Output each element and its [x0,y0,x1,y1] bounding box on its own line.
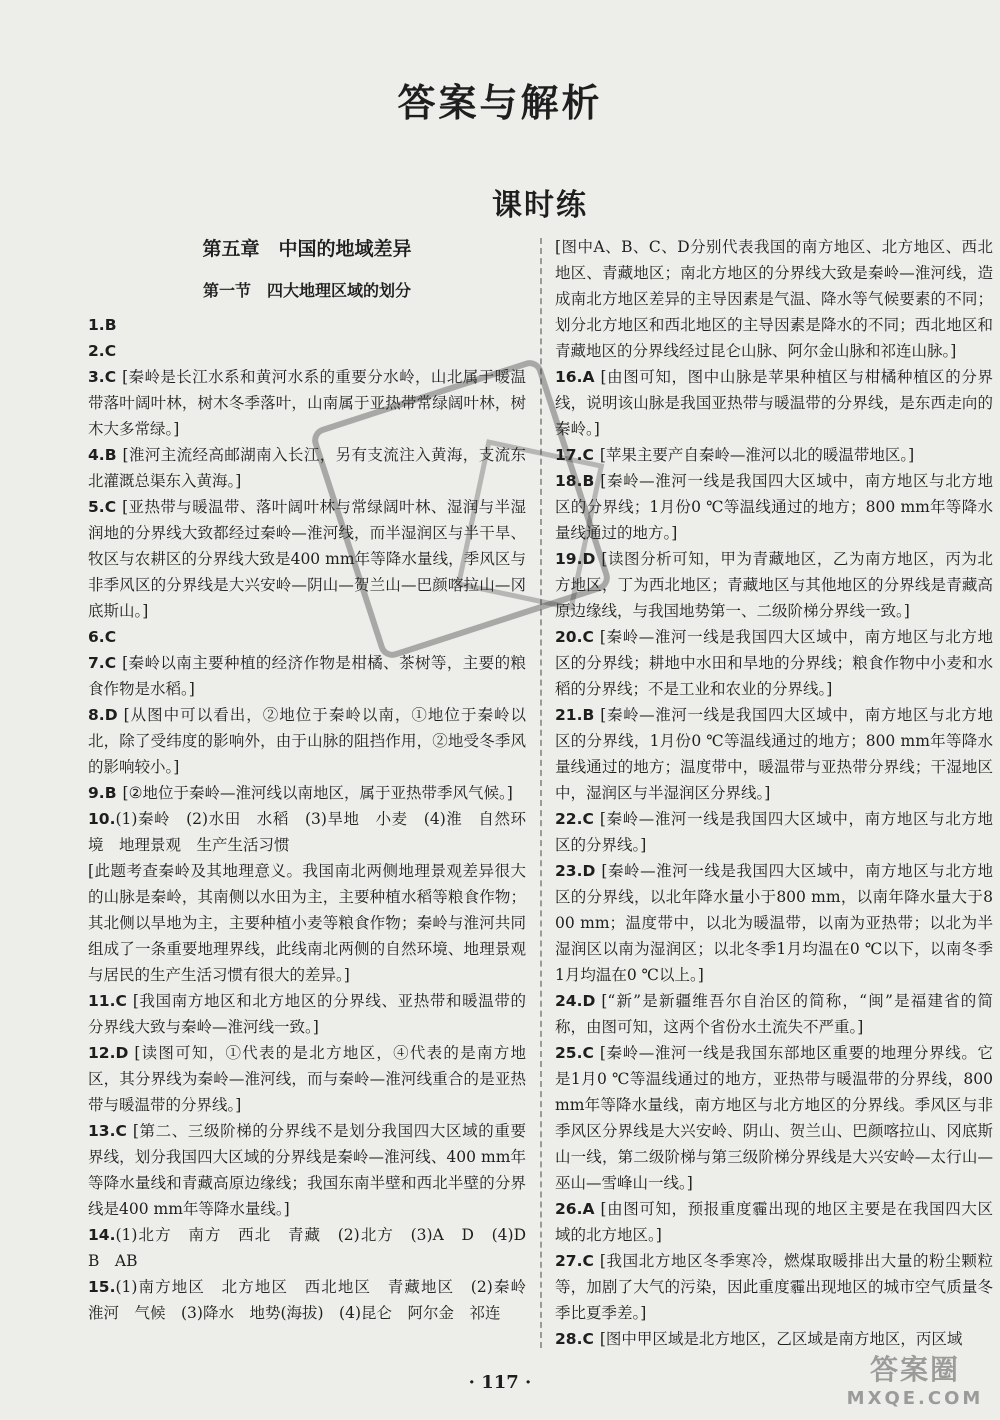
answer-item [88,1274,542,1326]
answer-number: 3. [88,368,105,386]
answer-explanation: [此题考查秦岭及其地理意义。我国南北两侧地理景观差异很大的山脉是秦岭，其南侧以水田为主，主要种植水稻等粮食作物；其北侧以旱地为主，主要种植小麦等粮食作物；秦岭与淮河共同组成了一条重要地理界线，此线南北两侧的自然环境、地理景观与居民的生产生活习惯有很大的差异。] [88,862,526,984]
answer-choice: C [115,1122,127,1140]
answer-choice: C [582,810,594,828]
answer-choice: C [104,368,117,386]
answer-choice: D [115,1044,129,1062]
answer-explanation: (1)秦岭 (2)水田 水稻 (3)旱地 小麦 (4)淮 自然环境 地理景观 生产生活习惯 [88,810,526,854]
answer-explanation: [第二、三级阶梯的分界线不是划分我国四大区域的重要界线，划分我国四大区域的分界线是秦岭—淮河线、400 mm年等降水量线和青藏高原边缘线；我国东南半壁和西北半壁的分界线是400 mm年等降水量线。] [88,1122,526,1218]
answer-number: 9. [88,784,105,802]
answer-item [88,312,526,338]
answer-choice: C [582,1252,594,1270]
answer-number: 13. [88,1122,116,1140]
answer-number: 4. [88,446,105,464]
answer-choice: D [104,706,118,724]
answer-explanation: (1)北方 南方 西北 青藏 (2)北方 (3)A D (4)D B AB [88,1226,542,1270]
answer-item [88,1040,526,1118]
answer-explanation: [由图可知，预报重度霾出现的地区主要是在我国四大区域的北方地区。] [555,1200,993,1244]
answer-number: 16. [555,368,583,386]
answer-number: 27. [555,1252,583,1270]
answer-number: 14. [88,1226,116,1244]
answer-explanation: [我国北方地区冬季寒冷，燃煤取暖排出大量的粉尘颗粒等，加剧了大气的污染，因此重度霾出现地区的城市空气质量冬季比夏季差。] [555,1252,993,1322]
answer-explanation: [秦岭—淮河一线是我国四大区域中，南方地区与北方地区的分界线，1月份0 ℃等温线通过的地方；800 mm年等降水量线通过的地方；温度带中，暖温带与亚热带分界线；干湿地区中，湿润区与半湿润区分界线。] [555,706,993,802]
answer-explanation: [淮河主流经高邮湖南入长江，另有支流注入黄海，支流东北灌溉总渠东入黄海。] [88,446,526,490]
answer-choice: C [582,1044,594,1062]
answer-number: 8. [88,706,105,724]
answer-number: 6. [88,628,105,646]
answer-number: 23. [555,862,583,880]
site-watermark [840,1348,990,1412]
answer-explanation: [图中甲区域是北方地区，乙区域是南方地区，丙区域 [599,1330,963,1348]
answer-item [88,650,526,702]
answer-item [555,442,993,468]
answer-number: 21. [555,706,583,724]
answer-choice: C [582,446,594,464]
answer-number: 26. [555,1200,583,1218]
answer-number: 20. [555,628,583,646]
answer-choice: D [582,550,596,568]
answer-choice: B [104,316,117,334]
right-column [555,234,993,1352]
answer-choice: C [582,628,594,646]
answer-choice: B [104,446,117,464]
watermark-url: MXQE.COM [846,1388,984,1409]
answer-number: 19. [555,550,583,568]
answer-explanation: [由图可知，图中山脉是苹果种植区与柑橘种植区的分界线，说明该山脉是我国亚热带与暖温带的分界线，是东西走向的秦岭。] [555,368,993,438]
answer-explanation: [秦岭—淮河一线是我国东部地区重要的地理分界线。它是1月0 ℃等温线通过的地方，亚热带与暖温带的分界线，800 mm年等降水量线，南方地区与北方地区的分界线。季风区与非季风区分界线是大兴安岭、阴山、贺兰山、巴颜喀拉山、冈底斯山一线，第二级阶梯与第三级阶梯分界线是大兴安岭—太行山—巫山—雪峰山一线。] [555,1044,993,1192]
answer-explanation: [苹果主要产自秦岭—淮河以北的暖温带地区。] [599,446,915,464]
answer-explanation: [图中A、B、C、D分别代表我国的南方地区、北方地区、西北地区、青藏地区；南北方地区的分界线大致是秦岭—淮河线，造成南北方地区差异的主导因素是气温、降水等气候要素的不同；划分北方地区和西北地区的主导因素是降水的不同；西北地区和青藏地区的分界线经过昆仑山脉、阿尔金山脉和祁连山脉。] [555,238,993,360]
answer-number: 11. [88,992,116,1010]
answer-item [88,988,526,1040]
answer-number: 15. [88,1278,116,1296]
answer-number: 1. [88,316,105,334]
answer-item [555,1196,993,1248]
answer-choice: B [104,784,117,802]
page-number: · 117 · [468,1372,532,1393]
watermark-logo-text: 答案圈 [869,1353,960,1386]
answer-number: 17. [555,446,583,464]
answer-item [555,988,993,1040]
answer-explanation: [秦岭—淮河一线是我国四大区域中，南方地区与北方地区的分界线；耕地中水田和旱地的分界线；粮食作物中小麦和水稻的分界线；不是工业和农业的分界线。] [555,628,993,698]
answer-item [88,858,526,988]
answer-explanation: [秦岭—淮河一线是我国四大区域中，南方地区与北方地区的分界线，以北年降水量小于800 mm，以南年降水量大于800 mm；温度带中，以北为暖温带，以南为亚热带；以北为半湿润区以南为湿润区；以北冬季1月均温在0 ℃以下，以南冬季1月均温在0 ℃以上。] [555,862,993,984]
answer-choice: D [582,862,596,880]
answer-item [555,806,993,858]
answer-item [555,546,993,624]
answer-number: 25. [555,1044,583,1062]
answer-explanation: [“新”是新疆维吾尔自治区的简称，“闽”是福建省的简称，由图可知，这两个省份水土流失不严重。] [555,992,993,1036]
answer-choice: C [104,342,117,360]
answer-item [555,858,993,988]
answer-item [88,702,526,780]
answer-item [88,806,526,858]
lesson-heading: 第一节 四大地理区域的划分 [202,281,411,300]
answer-choice: C [104,498,117,516]
answer-item [88,780,526,806]
answer-number: 2. [88,342,105,360]
chapter-heading: 第五章 中国的地域差异 [202,238,412,260]
answer-number: 12. [88,1044,116,1062]
answer-item [555,1248,993,1326]
answer-item [555,1040,993,1196]
answer-explanation: [秦岭以南主要种植的经济作物是柑橘、茶树等，主要的粮食作物是水稻。] [88,654,526,698]
answer-choice: A [582,368,595,386]
answer-choice: C [104,628,117,646]
answer-choice: D [582,992,596,1010]
answer-item [555,468,993,546]
answer-explanation: [我国南方地区和北方地区的分界线、亚热带和暖温带的分界线大致与秦岭—淮河线一致。] [88,992,526,1036]
answer-item [555,702,993,806]
answer-explanation: [秦岭是长江水系和黄河水系的重要分水岭，山北属于暖温带落叶阔叶林，树木冬季落叶，山南属于亚热带常绿阔叶林，树木大多常绿。] [88,368,526,438]
answer-item [555,234,993,364]
answer-number: 28. [555,1330,583,1348]
answer-explanation: [秦岭—淮河一线是我国四大区域中，南方地区与北方地区的分界线；1月份0 ℃等温线通过的地方；800 mm年等降水量线通过的地方。] [555,472,993,542]
page-title: 答案与解析 [397,81,603,125]
answer-explanation: [从图中可以看出，②地位于秦岭以南，①地位于秦岭以北，除了受纬度的影响外，由于山脉的阻挡作用，②地受冬季风的影响较小。] [88,706,526,776]
answer-item [555,364,993,442]
answer-explanation: (1)南方地区 北方地区 西北地区 青藏地区 (2)秦岭 淮河 气候 (3)降水 地势(海拔) (4)昆仑 阿尔金 祁连 [88,1278,542,1322]
right-answer-list [555,234,993,1352]
answer-number: 5. [88,498,105,516]
answer-number: 18. [555,472,583,490]
answer-choice: C [582,1330,594,1348]
answer-explanation: [读图可知，①代表的是北方地区，④代表的是南方地区，其分界线为秦岭—淮河线，而与秦岭—淮河线重合的是亚热带与暖温带的分界线。] [88,1044,526,1114]
answer-item [88,338,526,364]
answer-choice: C [104,654,117,672]
answer-choice: B [582,472,595,490]
answer-explanation: [亚热带与暖温带、落叶阔叶林与常绿阔叶林、湿润与半湿润地的分界线大致都经过秦岭—淮河线，而半湿润区与半干旱、牧区与农耕区的分界线大致是400 mm年等降水量线，季风区与非季风区的分界线是大兴安岭—阴山—贺兰山—巴颜喀拉山—冈底斯山。] [88,498,526,620]
answer-item [555,624,993,702]
answer-choice: A [582,1200,595,1218]
answer-explanation: [读图分析可知，甲为青藏地区，乙为南方地区，丙为北方地区，丁为西北地区；青藏地区与其他地区的分界线是青藏高原边缘线，与我国地势第一、二级阶梯分界线一致。] [555,550,993,620]
answer-explanation: [②地位于秦岭—淮河线以南地区，属于亚热带季风气候。] [122,784,513,802]
answer-explanation: [秦岭—淮河一线是我国四大区域中，南方地区与北方地区的分界线。] [555,810,993,854]
answer-choice: C [115,992,127,1010]
answer-number: 10. [88,810,116,828]
answer-item [88,1118,526,1222]
answer-number: 22. [555,810,583,828]
answer-choice: B [582,706,595,724]
answer-number: 7. [88,654,105,672]
section-title: 课时练 [492,188,588,223]
answer-item [88,1222,542,1274]
answer-number: 24. [555,992,583,1010]
